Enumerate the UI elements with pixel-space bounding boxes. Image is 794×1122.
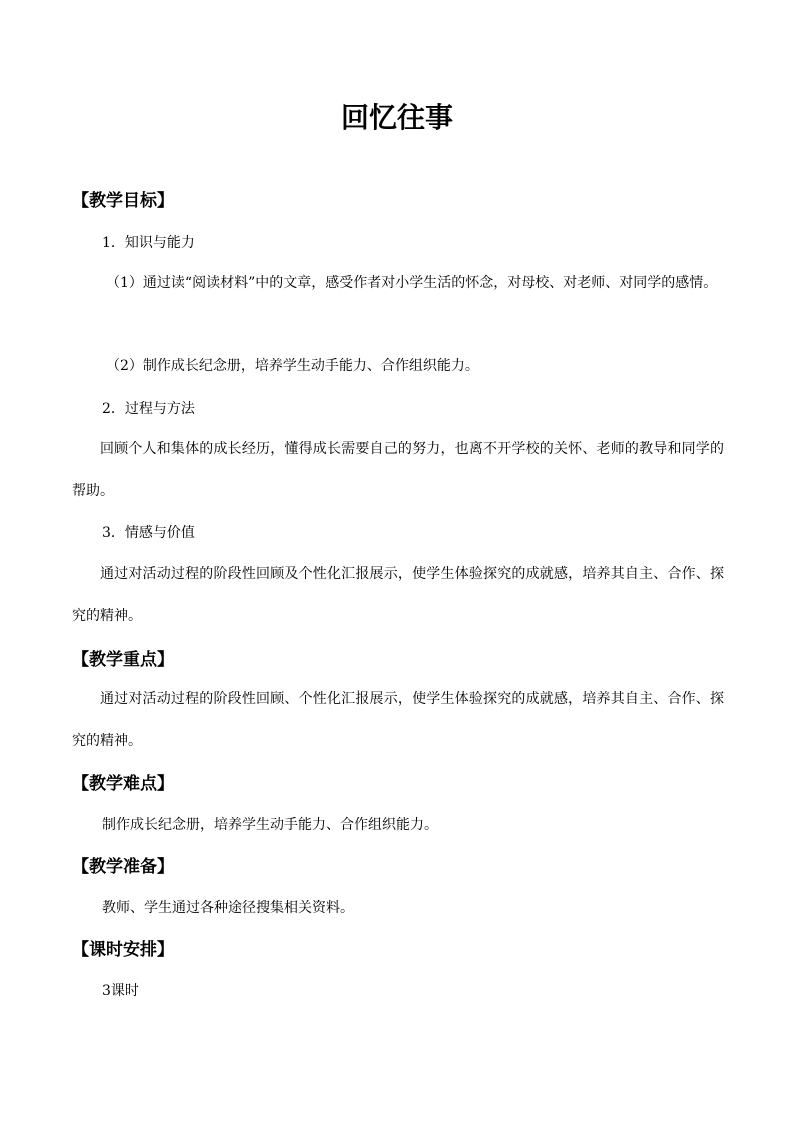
objectives-heading: 【教学目标】	[72, 191, 174, 211]
objective-1-paragraph-1: （1）通过读“阅读材料”中的文章，感受作者对小学生活的怀念，对母校、对老师、对同学的感情。	[106, 275, 718, 291]
objective-2-paragraph: 回顾个人和集体的成长经历，懂得成长需要自己的努力，也离不开学校的关怀、老师的教导和同学的帮助。	[72, 441, 724, 499]
preparation-heading: 【教学准备】	[72, 857, 174, 877]
objective-1-paragraph-2: （2）制作成长纪念册，培养学生动手能力、合作组织能力。	[106, 358, 479, 374]
key-points-heading: 【教学重点】	[72, 650, 174, 670]
objective-3-title: 3．情感与价值	[102, 525, 195, 541]
preparation-text: 教师、学生通过各种途径搜集相关资料。	[102, 900, 354, 916]
key-points-paragraph: 通过对活动过程的阶段性回顾、个性化汇报展示，使学生体验探究的成就感，培养其自主、合作、探究的精神。	[72, 691, 724, 749]
schedule-heading: 【课时安排】	[72, 940, 174, 960]
document-title: 回忆往事	[340, 101, 453, 134]
schedule-text: 3课时	[102, 983, 139, 999]
objective-2-title: 2．过程与方法	[102, 401, 195, 417]
difficulties-text: 制作成长纪念册，培养学生动手能力、合作组织能力。	[102, 817, 438, 833]
objective-1-title: 1．知识与能力	[102, 235, 195, 251]
difficulties-heading: 【教学难点】	[72, 774, 174, 794]
objective-3-paragraph: 通过对活动过程的阶段性回顾及个性化汇报展示，使学生体验探究的成就感，培养其自主、合作、探究的精神。	[72, 566, 724, 624]
